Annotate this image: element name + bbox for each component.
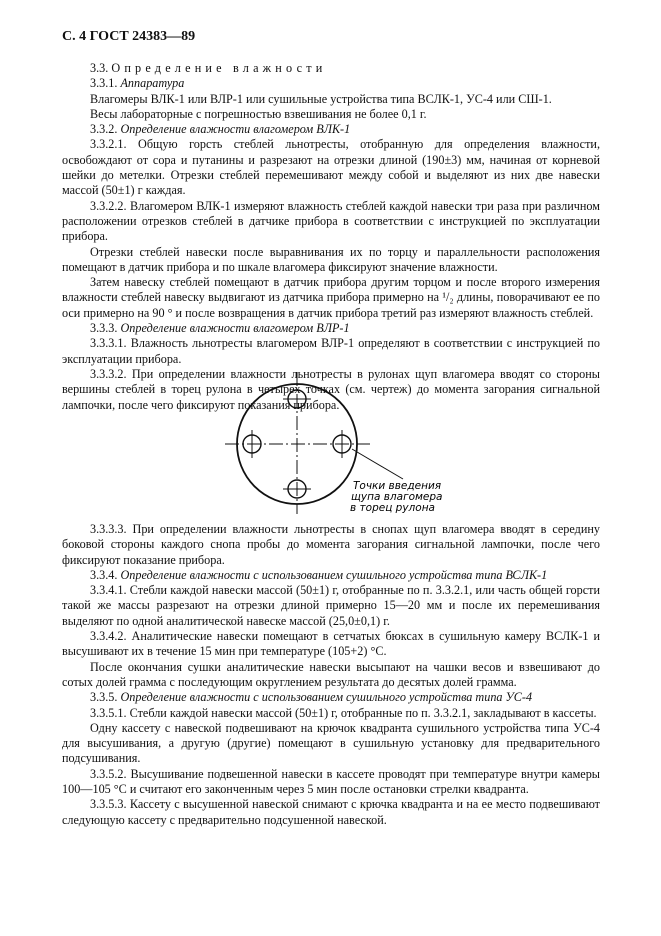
paragraph — [62, 721, 600, 767]
section-heading: Определение влажности влагомером ВЛР-1 — [120, 321, 350, 336]
section-number: 3.3.4. — [90, 567, 118, 582]
figure-label-3: в торец рулона — [350, 502, 435, 514]
paragraph-text: 3.3.2.2. Влагомером ВЛК-1 измеряют влажность стеблей каждой навески три раза при различном расположении отрезков стеблей в датчике прибора в соответствии с инструкцией по эксплуатации прибора. — [62, 198, 600, 244]
paragraph-text: Отрезки стеблей навески после выравнивания их по торцу и параллельности расположения помещают в датчик прибора и по шкале влагомера фиксируют значение влажности. — [62, 244, 600, 274]
paragraph-text: 3.3.2.1. Общую горсть стеблей льнотресты, отобранную для определения влажности, освобождают от сора и путанины и разрезают на отрезки длиной (190±3) мм, начиная от корневой шейки до метелки. Отрезки стеблей перемешивают между собой и выделяют из них две навески массой (50±1) г каждая. — [62, 137, 600, 198]
section-number: 3.3.1. — [90, 76, 118, 91]
section-heading: Определение влажности — [111, 61, 327, 75]
paragraph — [62, 797, 600, 828]
paragraph-text: 3.3.5.3. Кассету с высушенной навеской снимают с крючка квадранта и на ее место подвешивают следующую кассету с предварительно подсушенной навеской. — [62, 797, 600, 827]
paragraph-text: 3.3.5.1. Стебли каждой навески массой (50±1) г, отобранные по п. 3.3.2.1, закладывают в кассеты. — [90, 705, 597, 720]
paragraph-text: 3.3.3.1. Влажность льнотресты влагомером ВЛР-1 определяют в соответствии с инструкцией по эксплуатации прибора. — [62, 336, 600, 366]
paragraph-text: Весы лабораторные с погрешностью взвешивания не более 0,1 г. — [90, 106, 427, 121]
section-heading: Аппаратура — [120, 76, 185, 91]
paragraph-text: Одну кассету с навеской подвешивают на крючок квадранта сушильного устройства типа УС-4 для высушивания, а другую (другие) помещают в сушильную установку для предварительного подсушивания. — [62, 720, 600, 766]
figure-label-1: Точки введения — [353, 480, 442, 492]
paragraph — [62, 629, 600, 660]
section-number: 3.3.5. — [90, 690, 118, 705]
page-header: С. 4 ГОСТ 24383—89 — [62, 29, 196, 44]
section-bottom — [62, 522, 600, 828]
paragraph-text: После окончания сушки аналитические навески высыпают на чашки весов и взвешивают до сотых долей грамма с последующим округлением результата до десятых долей грамма. — [62, 659, 600, 689]
figure-label-2: щупа влагомера — [351, 491, 443, 503]
section-heading: Определение влажности влагомером ВЛК-1 — [120, 122, 351, 137]
paragraph-text: 3.3.3.2. При определении влажности льнотресты в рулонах щуп влагомера вводят со стороны вершины стеблей в торец рулона в четырех точках (см. чертеж) до момента загорания сигнальной лампочки, после чего фиксируют показания прибора. — [62, 366, 600, 412]
paragraph — [62, 767, 600, 798]
section-number: 3.3.2. — [90, 122, 118, 137]
section-number: 3.3. — [90, 61, 109, 75]
paragraph — [62, 690, 600, 705]
paragraph-text: 3.3.5.2. Высушивание подвешенной навески в кассете проводят при температуре внутри камеры 100—105 °С и считают его законченным через 5 мин после остановки стрелки квадранта. — [62, 766, 600, 797]
paragraph — [62, 660, 600, 691]
paragraph — [62, 568, 600, 583]
paragraph — [62, 522, 600, 568]
paragraph-text: 3.3.4.2. Аналитические навески помещают в сетчатых бюксах в сушильную камеру ВСЛК-1 и высушивают их в течение 15 мин при температуре (105+2) °С. — [62, 629, 600, 659]
section-heading: Определение влажности с использованием сушильного устройства типа ВСЛК-1 — [120, 567, 548, 582]
paragraph-text: 3.3.4.1. Стебли каждой навески массой (50±1) г, отобранные по п. 3.3.2.1, или часть общей горсти такой же массы разрезают на отрезки длиной примерно 15—20 мм и после их перемешивания выделяют по одной аналитической навеске массой (25,0±0,1) г. — [62, 583, 600, 628]
section-number: 3.3.3. — [90, 321, 118, 336]
paragraph — [62, 583, 600, 629]
section-heading: Определение влажности с использованием сушильного устройства типа УС-4 — [120, 690, 533, 705]
leader-line — [352, 449, 403, 479]
paragraph-text: Влагомеры ВЛК-1 или ВЛР-1 или сушильные устройства типа ВСЛК-1, УС-4 или СШ-1. — [90, 91, 552, 106]
paragraph-text: Затем навеску стеблей помещают в датчик прибора другим торцом и после второго измерения влажности стеблей навеску выдвигают из датчика прибора примерно на ¹/₂ длины, поворачивают ее по оси примерно на 90 ° и после возвращения в датчик прибора третий раз измеряют влажность стеблей. — [62, 275, 600, 320]
paragraph — [62, 706, 600, 721]
paragraph-text: 3.3.3.3. При определении влажности льнотресты в снопах щуп влагомера вводят в середину боковой стороны каждого снопа пробы до момента загорания сигнальной лампочки, после чего фиксируют показание прибора. — [62, 522, 600, 567]
